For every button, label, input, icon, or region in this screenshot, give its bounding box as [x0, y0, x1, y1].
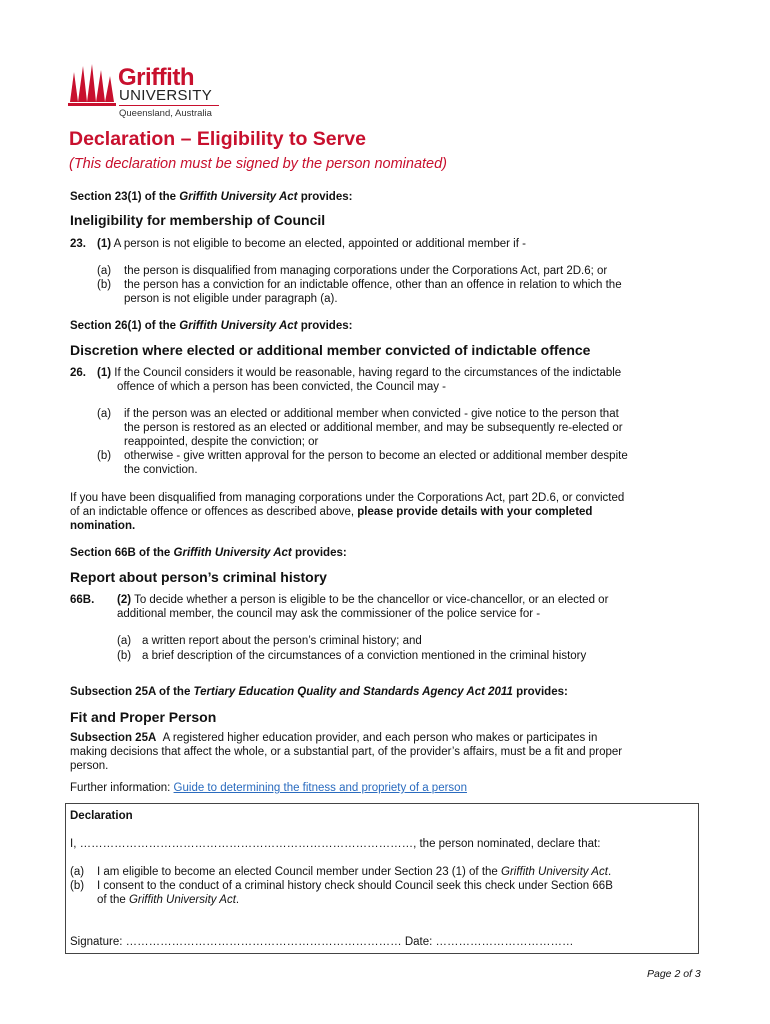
intro-suffix: provides: [297, 191, 353, 203]
fit-proper-text [70, 731, 597, 746]
subclause-number: (1) [97, 367, 112, 379]
logo-name: Griffith [118, 64, 194, 91]
item-label: (b) [97, 279, 112, 291]
clause-text: additional member, the council may ask the commissioner of the police service for - [117, 608, 541, 620]
clause-number: 66B. [70, 594, 95, 606]
item-label: (a) [97, 265, 112, 277]
clause-body: If the Council considers it would be reasonable, having regard to the circumstances of the indictable [114, 367, 622, 379]
act-name: Griffith University Act [128, 894, 236, 906]
logo-location: Queensland, Australia [119, 108, 212, 119]
item-text: the conviction. [124, 464, 198, 476]
item-text: the person has a conviction for an indictable offence, other than an offence in relation to which the [124, 279, 622, 291]
fitness-guide-link[interactable]: Guide to determining the fitness and propriety of a person [173, 782, 467, 794]
subclause-number: (2) [117, 594, 132, 606]
disqualification-text: nomination. [70, 520, 136, 532]
disqualification-text: If you have been disqualified from managing corporations under the Corporations Act, part 2D.6, or convicted [70, 492, 625, 504]
declaration-heading: Declaration [70, 810, 133, 822]
clause-text [117, 593, 608, 608]
text-span: . [607, 866, 612, 878]
clause-text: offence of which a person has been convicted, the Council may - [117, 381, 447, 393]
item-text: the person is disqualified from managing corporations under the Corporations Act, part 2D.6; or [124, 265, 608, 277]
further-information [70, 781, 467, 796]
text-span: I am eligible to become an elected Council member under Section 23 (1) of the [97, 866, 501, 878]
intro-text: Section 23(1) of the [70, 191, 180, 203]
act-name: Tertiary Education Quality and Standards Agency Act 2011 [193, 686, 513, 698]
act-name: Griffith University Act [179, 320, 298, 332]
item-text: reappointed, despite the conviction; or [124, 436, 319, 448]
clause-body: A person is not eligible to become an elected, appointed or additional member if - [113, 238, 526, 250]
section-25a-intro [70, 686, 568, 698]
item-text: otherwise - give written approval for the person to become an elected or additional member despite [124, 450, 628, 462]
intro-text: Subsection 25A of the [70, 686, 194, 698]
page-subtitle: (This declaration must be signed by the person nominated) [69, 156, 448, 172]
text-span: . [235, 894, 240, 906]
item-label: (b) [70, 880, 85, 892]
item-label: (a) [70, 866, 85, 878]
text-span: of the [97, 894, 129, 906]
section-66b-intro [70, 547, 347, 559]
clause-body: To decide whether a person is eligible to be the chancellor or vice-chancellor, or an elected or [134, 594, 609, 606]
clause-text [97, 237, 526, 252]
declaration-name-line[interactable]: I, ……………………………………………………………………………, the person nominated, declare that: [70, 838, 601, 850]
subclause-number: (1) [97, 238, 112, 250]
intro-text: Section 66B of the [70, 547, 174, 559]
logo-university: UNIVERSITY [119, 87, 213, 104]
clause-number: 26. [70, 367, 86, 379]
text-span: of an indictable offence or offences as described above, [70, 506, 358, 518]
section-66b-heading: Report about person’s criminal history [70, 569, 327, 585]
section-23-intro [70, 191, 352, 203]
declaration-item-b: I consent to the conduct of a criminal history check should Council seek this check under Section 66B [97, 880, 613, 892]
intro-suffix: provides: [291, 547, 347, 559]
item-text: person is not eligible under paragraph (a). [124, 293, 338, 305]
section-26-heading: Discretion where elected or additional member convicted of indictable offence [70, 342, 591, 358]
griffith-logo [68, 62, 118, 122]
item-label: (a) [97, 408, 112, 420]
item-text: the person is restored as an elected or additional member, and may be subsequently re-elected or [124, 422, 623, 434]
declaration-item-a [97, 865, 611, 880]
item-text: if the person was an elected or additional member when convicted - give notice to the person that [124, 408, 619, 420]
logo-divider [119, 105, 219, 106]
disqualification-text [70, 505, 592, 520]
item-text: a brief description of the circumstances of a conviction mentioned in the criminal history [142, 650, 587, 662]
intro-suffix: provides: [297, 320, 353, 332]
page-title: Declaration – Eligibility to Serve [69, 128, 366, 150]
section-23-heading: Ineligibility for membership of Council [70, 212, 326, 228]
item-label: (a) [117, 635, 132, 647]
clause-number: 23. [70, 238, 86, 250]
bold-instruction: please provide details with your completed [357, 506, 593, 518]
intro-text: Section 26(1) of the [70, 320, 180, 332]
fit-proper-text: making decisions that affect the whole, or a substantial part, of the provider’s affairs, must be a fit and proper [70, 746, 623, 758]
act-name: Griffith University Act [179, 191, 298, 203]
declaration-item-b [97, 893, 239, 908]
text-span: A registered higher education provider, and each person who makes or participates in [162, 732, 598, 744]
section-25a-heading: Fit and Proper Person [70, 709, 217, 725]
signature-date-line[interactable]: Signature: ……………………………………………………………… Date: ……………………………… [70, 936, 574, 948]
page-number: Page 2 of 3 [647, 968, 701, 980]
subsection-label: Subsection 25A [70, 732, 157, 744]
clause-text [97, 366, 621, 381]
intro-suffix: provides: [512, 686, 568, 698]
item-label: (b) [117, 650, 132, 662]
section-26-intro [70, 320, 352, 332]
item-label: (b) [97, 450, 112, 462]
act-name: Griffith University Act [501, 866, 608, 878]
fit-proper-text: person. [70, 760, 109, 772]
further-label: Further information: [70, 782, 174, 794]
item-text: a written report about the person’s criminal history; and [142, 635, 422, 647]
act-name: Griffith University Act [173, 547, 292, 559]
